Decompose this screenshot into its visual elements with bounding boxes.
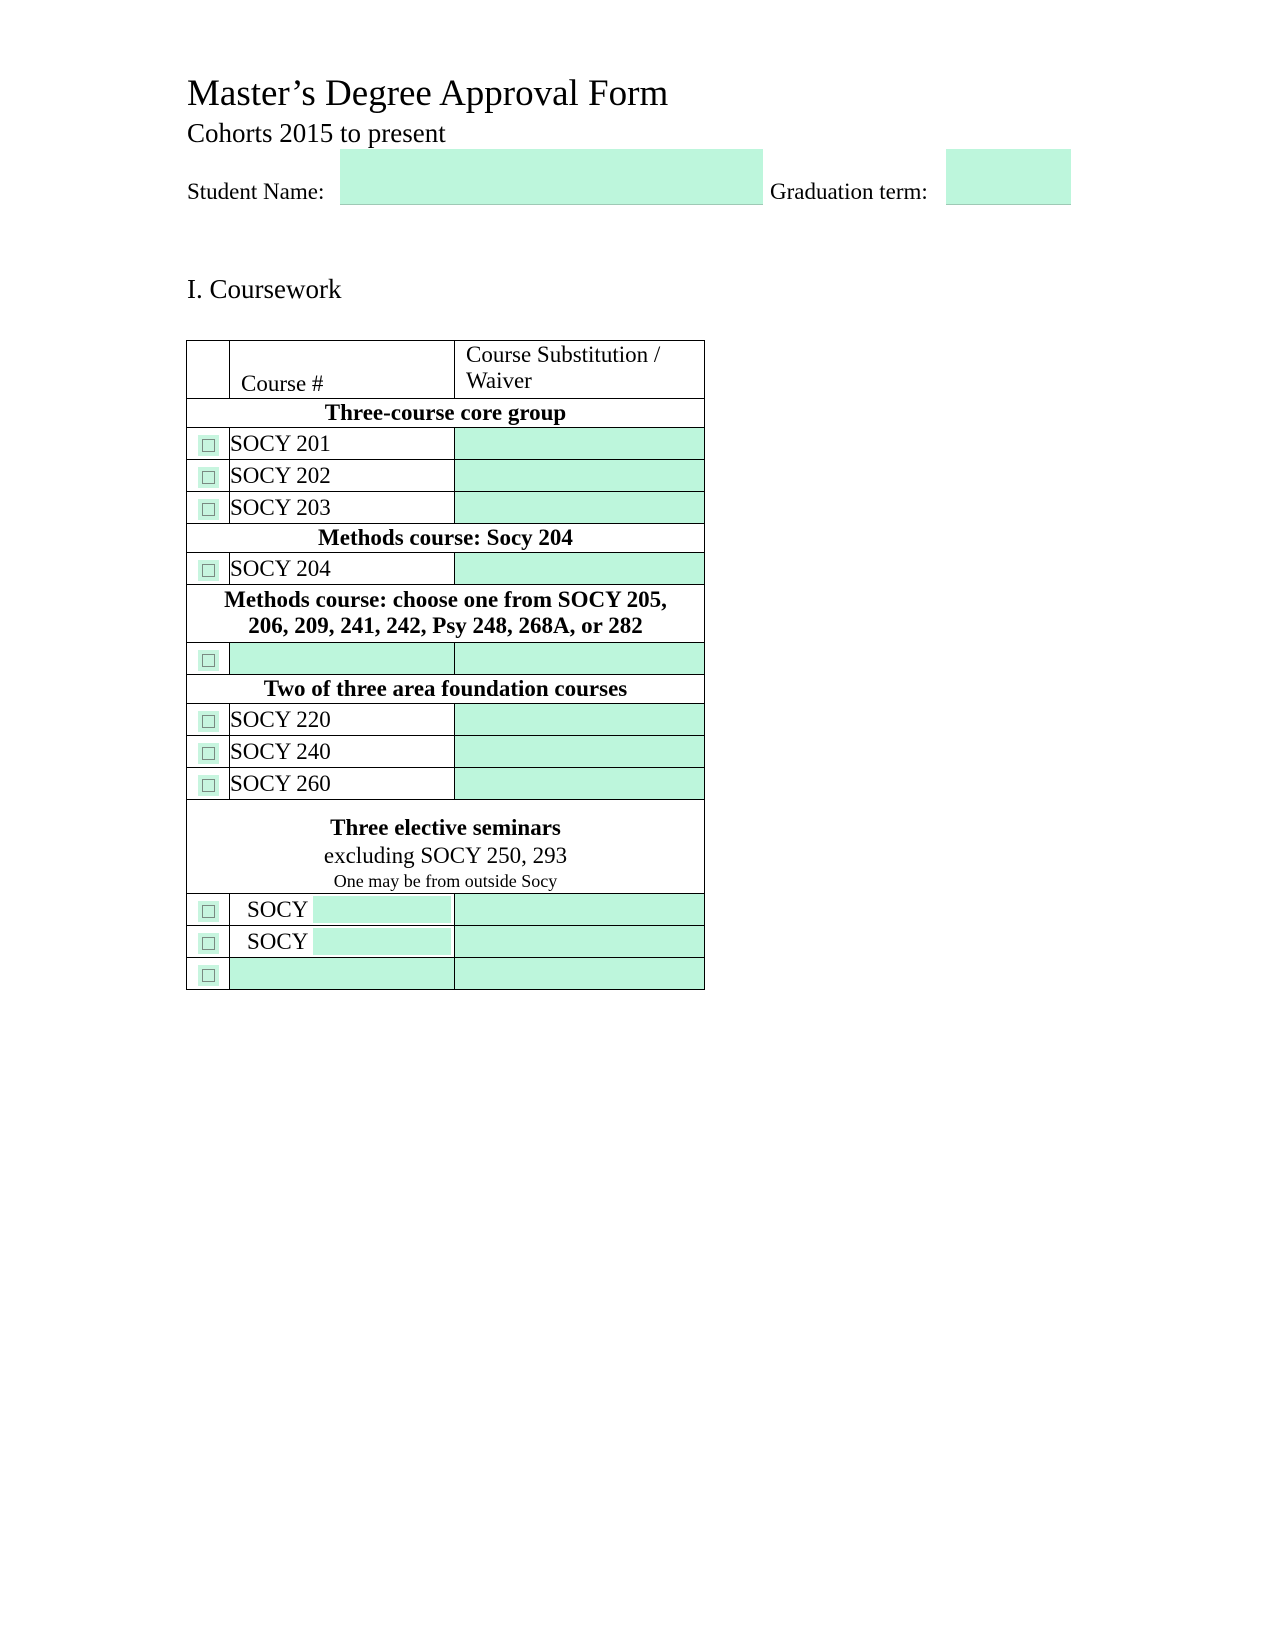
table-row bbox=[187, 428, 705, 460]
checkbox-cell bbox=[187, 768, 230, 800]
course-number: SOCY 220 bbox=[230, 704, 455, 736]
checkbox-cell bbox=[187, 460, 230, 492]
electives-heading: Three elective seminars bbox=[330, 814, 561, 840]
coursework-table bbox=[186, 340, 705, 990]
course-checkbox[interactable] bbox=[202, 654, 215, 667]
group-heading-row bbox=[187, 524, 705, 553]
checkbox-cell bbox=[187, 553, 230, 585]
table-row bbox=[187, 460, 705, 492]
substitution-field[interactable] bbox=[455, 643, 705, 675]
table-row bbox=[187, 643, 705, 675]
substitution-field[interactable] bbox=[455, 926, 705, 958]
socy-prefix: SOCY bbox=[247, 896, 309, 922]
header-course-number: Course # bbox=[230, 341, 455, 399]
group-heading-row bbox=[187, 675, 705, 704]
substitution-field[interactable] bbox=[455, 894, 705, 926]
checkbox-cell bbox=[187, 704, 230, 736]
course-checkbox[interactable] bbox=[202, 564, 215, 577]
course-checkbox[interactable] bbox=[202, 905, 215, 918]
elective-course-number-field[interactable] bbox=[313, 928, 451, 955]
group-heading-core: Three-course core group bbox=[187, 399, 705, 428]
course-checkbox[interactable] bbox=[202, 937, 215, 950]
substitution-field[interactable] bbox=[455, 704, 705, 736]
substitution-field[interactable] bbox=[455, 428, 705, 460]
graduation-term-field[interactable] bbox=[946, 149, 1071, 205]
methods-choice-line-1: Methods course: choose one from SOCY 205, bbox=[224, 587, 667, 612]
course-checkbox[interactable] bbox=[202, 969, 215, 982]
checkbox-cell bbox=[187, 428, 230, 460]
course-checkbox[interactable] bbox=[202, 747, 215, 760]
table-row bbox=[187, 736, 705, 768]
table-row bbox=[187, 926, 705, 958]
substitution-field[interactable] bbox=[455, 768, 705, 800]
header-substitution-waiver: Course Substitution / Waiver bbox=[455, 341, 705, 399]
course-number: SOCY 240 bbox=[230, 736, 455, 768]
course-number: SOCY 202 bbox=[230, 460, 455, 492]
substitution-field[interactable] bbox=[455, 460, 705, 492]
group-heading-electives bbox=[187, 800, 705, 894]
student-name-field[interactable] bbox=[340, 149, 763, 205]
course-checkbox[interactable] bbox=[202, 503, 215, 516]
table-row bbox=[187, 553, 705, 585]
substitution-field[interactable] bbox=[455, 958, 705, 990]
table-header-row bbox=[187, 341, 705, 399]
student-name-label: Student Name: bbox=[187, 179, 325, 204]
group-heading-foundation: Two of three area foundation courses bbox=[187, 675, 705, 704]
group-heading-row bbox=[187, 399, 705, 428]
course-checkbox[interactable] bbox=[202, 471, 215, 484]
course-number: SOCY 260 bbox=[230, 768, 455, 800]
electives-note: One may be from outside Socy bbox=[333, 870, 558, 891]
course-number: SOCY 203 bbox=[230, 492, 455, 524]
checkbox-cell bbox=[187, 894, 230, 926]
course-number-field[interactable] bbox=[230, 643, 455, 675]
checkbox-cell bbox=[187, 926, 230, 958]
group-heading-row bbox=[187, 800, 705, 894]
table-row bbox=[187, 492, 705, 524]
course-checkbox[interactable] bbox=[202, 779, 215, 792]
table-row bbox=[187, 894, 705, 926]
socy-prefix: SOCY bbox=[247, 928, 309, 954]
group-heading-methods-choice bbox=[187, 585, 705, 643]
substitution-field[interactable] bbox=[455, 736, 705, 768]
course-number: SOCY 204 bbox=[230, 553, 455, 585]
table-row bbox=[187, 958, 705, 990]
elective-course-cell bbox=[230, 894, 455, 926]
methods-choice-line-2: 206, 209, 241, 242, Psy 248, 268A, or 282 bbox=[248, 613, 643, 638]
checkbox-cell bbox=[187, 492, 230, 524]
course-checkbox[interactable] bbox=[202, 439, 215, 452]
substitution-field[interactable] bbox=[455, 553, 705, 585]
elective-course-cell bbox=[230, 926, 455, 958]
course-checkbox[interactable] bbox=[202, 715, 215, 728]
form-subtitle: Cohorts 2015 to present bbox=[187, 118, 446, 148]
header-check-cell bbox=[187, 341, 230, 399]
graduation-term-label: Graduation term: bbox=[770, 179, 928, 204]
checkbox-cell bbox=[187, 736, 230, 768]
electives-subheading: excluding SOCY 250, 293 bbox=[323, 842, 568, 868]
table-row bbox=[187, 768, 705, 800]
checkbox-cell bbox=[187, 958, 230, 990]
course-number: SOCY 201 bbox=[230, 428, 455, 460]
elective-course-number-field[interactable] bbox=[313, 896, 451, 923]
group-heading-row bbox=[187, 585, 705, 643]
section-heading-coursework: I. Coursework bbox=[187, 274, 342, 304]
table-row bbox=[187, 704, 705, 736]
course-number-field[interactable] bbox=[230, 958, 455, 990]
checkbox-cell bbox=[187, 643, 230, 675]
group-heading-methods-204: Methods course: Socy 204 bbox=[187, 524, 705, 553]
form-title: Master’s Degree Approval Form bbox=[187, 73, 669, 114]
substitution-field[interactable] bbox=[455, 492, 705, 524]
